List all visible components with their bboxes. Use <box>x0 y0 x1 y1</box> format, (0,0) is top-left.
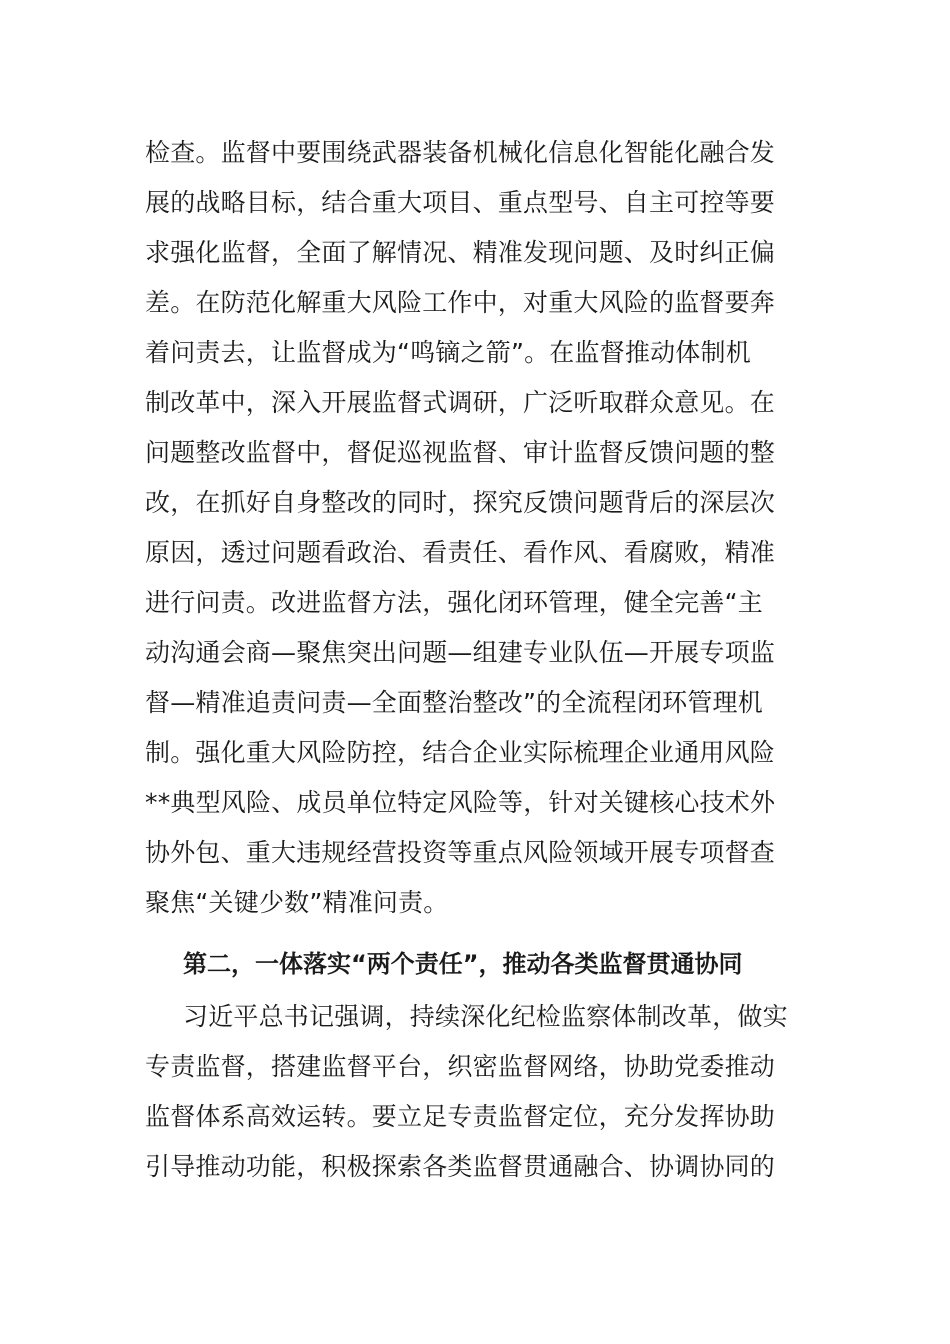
text-line: 求强化监督，全面了解情况、精准发现问题、及时纠正偏 <box>145 238 776 267</box>
document-page <box>145 128 810 1192</box>
text-line: 改，在抓好自身整改的同时，探究反馈问题背后的深层次 <box>145 488 776 517</box>
text-line: 聚焦“关键少数”精准问责。 <box>145 888 449 917</box>
paragraph-1 <box>145 128 810 928</box>
text-line: 制改革中，深入开展监督式调研，广泛听取群众意见。在 <box>145 388 776 417</box>
text-line: 专责监督，搭建监督平台，织密监督网络，协助党委推动 <box>145 1052 776 1081</box>
text-line: 进行问责。改进监督方法，强化闭环管理，健全完善“主 <box>145 588 763 617</box>
text-line: 问题整改监督中，督促巡视监督、审计监督反馈问题的整 <box>145 438 776 467</box>
text-line: 检查。监督中要围绕武器装备机械化信息化智能化融合发 <box>145 138 776 167</box>
text-line: 差。在防范化解重大风险工作中，对重大风险的监督要奔 <box>145 288 776 317</box>
text-line: 原因，透过问题看政治、看责任、看作风、看腐败，精准 <box>145 538 776 567</box>
text-line: 着问责去，让监督成为“鸣镝之箭”。在监督推动体制机 <box>145 338 751 367</box>
text-line: 督—精准追责问责—全面整治整改”的全流程闭环管理机 <box>145 688 763 717</box>
text-line: 引导推动功能，积极探索各类监督贯通融合、协调协同的 <box>145 1152 776 1181</box>
text-line: 监督体系高效运转。要立足专责监督定位，充分发挥协助 <box>145 1102 776 1131</box>
section-heading: 第二，一体落实“两个责任”，推动各类监督贯通协同 <box>183 950 743 978</box>
text-line: 展的战略目标，结合重大项目、重点型号、自主可控等要 <box>145 188 776 217</box>
text-line: 动沟通会商—聚焦突出问题—组建专业队伍—开展专项监 <box>145 638 776 667</box>
text-line: 协外包、重大违规经营投资等重点风险领域开展专项督查 <box>145 838 776 867</box>
text-line: 制。强化重大风险防控，结合企业实际梳理企业通用风险 <box>145 738 776 767</box>
text-line: **典型风险、成员单位特定风险等，针对关键核心技术外 <box>145 788 776 817</box>
text-line: 习近平总书记强调，持续深化纪检监察体制改革，做实 <box>183 1002 788 1031</box>
paragraph-2 <box>145 992 810 1192</box>
